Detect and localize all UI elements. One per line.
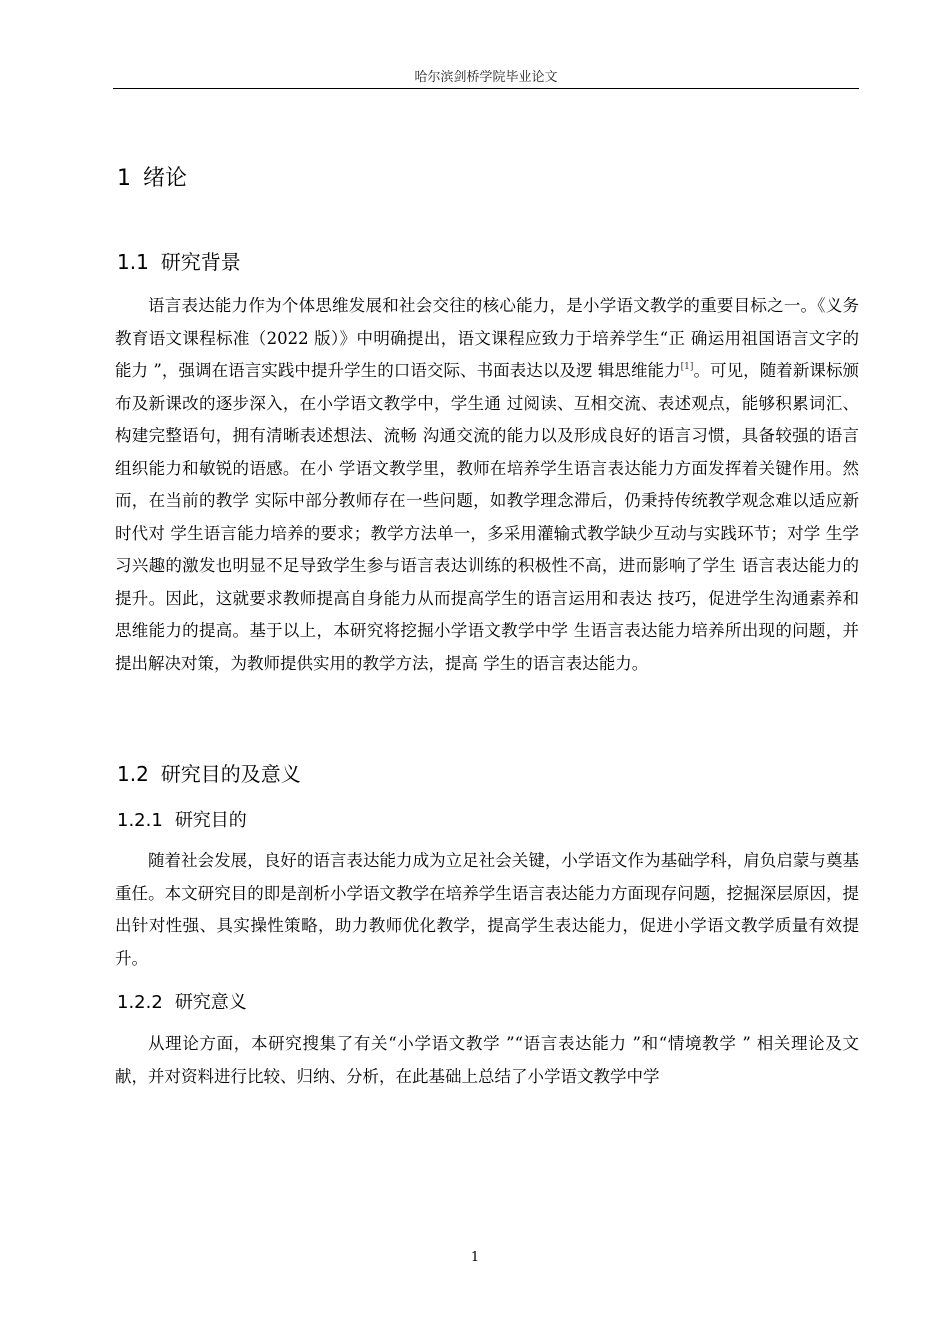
subsection-heading-1-2-2	[117, 990, 247, 1016]
subsection-title: 研究意义	[174, 992, 247, 1013]
paragraph-text: 语言表达能力作为个体思维发展和社会交往的核心能力，是小学语文教学的重要目标之一。《义务教育语文课程标准（2022 版）》中明确提出，语文课程应致力于培养学生“正 确运用祖国语言文字的能力 ”，强调在语言实践中提升学生的口语交际、书面表达以及逻 辑思维能力	[115, 296, 859, 380]
section-heading-1-1	[117, 248, 241, 276]
body-paragraph-background	[115, 290, 859, 680]
section-number: 1.1	[117, 250, 149, 274]
citation-ref: [1]	[680, 362, 694, 372]
running-header: 哈尔滨剑桥学院毕业论文	[414, 70, 558, 85]
body-paragraph-significance: 从理论方面，本研究搜集了有关“小学语文教学 ”“语言表达能力 ”和“情境教学 ” 相关理论及文献，并对资料进行比较、归纳、分析，在此基础上总结了小学语文教学中学	[115, 1034, 859, 1086]
page-number: 1	[470, 1250, 480, 1265]
section-number: 1.2	[117, 762, 149, 786]
chapter-title: 绪论	[143, 166, 188, 191]
subsection-number: 1.2.1	[117, 810, 163, 831]
body-paragraph-purpose: 随着社会发展，良好的语言表达能力成为立足社会关键，小学语文作为基础学科，肩负启蒙与奠基重任。本文研究目的即是剖析小学语文教学在培养学生语言表达能力方面现存问题，挖掘深层原因，提出针对性强、具实操性策略，助力教师优化教学，提高学生表达能力，促进小学语文教学质量有效提升。	[115, 851, 859, 968]
section-heading-1-2	[117, 760, 301, 788]
section-title: 研究背景	[160, 250, 241, 274]
chapter-heading	[117, 164, 187, 194]
section-title: 研究目的及意义	[160, 762, 301, 786]
subsection-number: 1.2.2	[117, 992, 163, 1013]
paragraph-text-continued: 。可见，随着新课标颁布及新课改的逐步深入，在小学语文教学中，学生通 过阅读、互相交流、表述观点，能够积累词汇、构建完整语句，拥有清晰表述想法、流畅 沟通交流的能力以及形成良好的语言习惯，具备较强的语言组织能力和敏锐的语感。在小 学语文教学里，教师在培养学生语言表达能力方面发挥着关键作用。然而，在当前的教学 实际中部分教师存在一些问题，如教学理念滞后，仍秉持传统教学观念难以适应新时代对 学生语言能力培养的要求；教学方法单一，多采用灌输式教学缺少互动与实践环节；对学 生学习兴趣的激发也明显不足导致学生参与语言表达训练的积极性不高，进而影响了学生 语言表达能力的提升。因此，这就要求教师提高自身能力从而提高学生的语言运用和表达 技巧，促进学生沟通素养和思维能力的提高。基于以上，本研究将挖掘小学语文教学中学 生语言表达能力培养所出现的问题，并提出解决对策，为教师提供实用的教学方法，提高 学生的语言表达能力。	[115, 361, 860, 673]
header-divider	[113, 88, 859, 89]
subsection-heading-1-2-1	[117, 808, 247, 834]
chapter-number: 1	[117, 166, 131, 191]
subsection-title: 研究目的	[174, 810, 247, 831]
